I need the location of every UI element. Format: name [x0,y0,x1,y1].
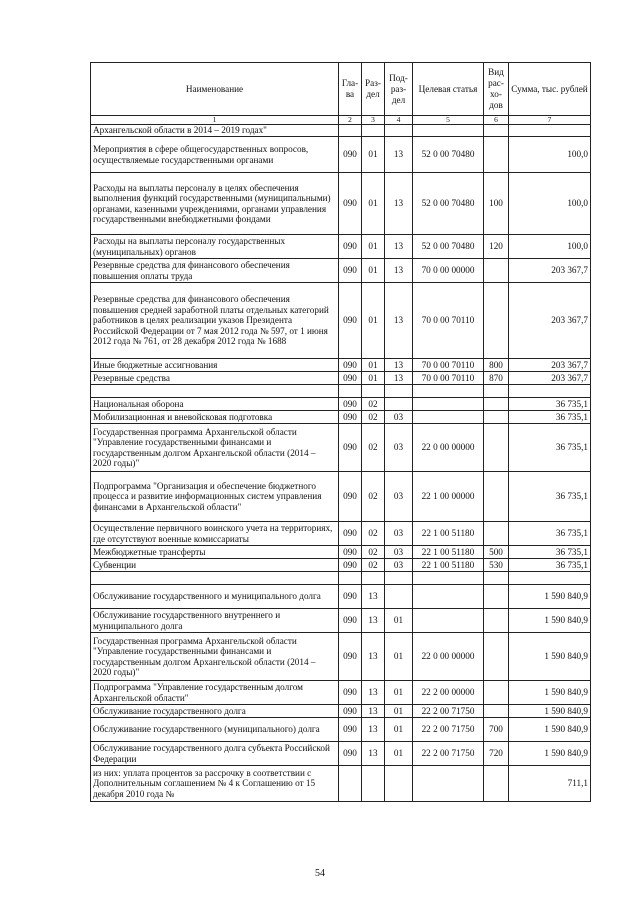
row-podrazdel: 13 [385,137,413,173]
row-razdel: 02 [362,559,385,572]
row-summa: 1 590 840,9 [509,742,591,766]
row-name: Мероприятия в сфере общегосударственных вопросов, осуществляемые государственными органами [91,137,339,173]
row-summa: 36 735,1 [509,472,591,522]
row-razdel [362,572,385,585]
row-vid [484,411,509,424]
row-glava: 090 [339,522,362,546]
row-glava: 090 [339,137,362,173]
row-podrazdel [385,398,413,411]
row-razdel: 13 [362,609,385,633]
row-podrazdel: 03 [385,546,413,559]
row-statya [413,125,484,137]
row-razdel: 13 [362,633,385,681]
column-number: 7 [509,116,591,125]
row-vid [484,633,509,681]
row-summa: 1 590 840,9 [509,609,591,633]
page-number: 54 [315,868,325,879]
row-razdel: 13 [362,681,385,705]
row-summa: 36 735,1 [509,546,591,559]
row-glava: 090 [339,472,362,522]
header-name: Наименование [91,63,339,116]
row-statya: 22 1 00 51180 [413,546,484,559]
row-summa [509,572,591,585]
row-summa [509,125,591,137]
row-podrazdel: 03 [385,472,413,522]
row-summa: 36 735,1 [509,411,591,424]
row-statya: 70 0 00 70110 [413,283,484,359]
row-glava: 090 [339,559,362,572]
row-glava: 090 [339,283,362,359]
row-name [91,385,339,398]
row-summa: 36 735,1 [509,424,591,472]
row-podrazdel [385,572,413,585]
row-vid [484,705,509,718]
row-glava: 090 [339,173,362,235]
row-statya: 70 0 00 00000 [413,259,484,283]
row-statya [413,385,484,398]
row-glava: 090 [339,681,362,705]
row-name: Обслуживание государственного долга субъекта Российской Федерации [91,742,339,766]
table-row [91,137,591,173]
table-row [91,609,591,633]
row-vid [484,125,509,137]
row-name: Государственная программа Архангельской области "Управление государственными финансами и государственным долгом Архангельской области (2014 – 2020 годы)" [91,424,339,472]
table-row [91,633,591,681]
table-row [91,546,591,559]
row-summa: 1 590 840,9 [509,585,591,609]
row-statya: 70 0 00 70110 [413,372,484,385]
row-summa: 1 590 840,9 [509,718,591,742]
header-glava: Гла-ва [339,63,362,116]
row-vid [484,766,509,802]
row-razdel: 02 [362,398,385,411]
row-razdel [362,766,385,802]
row-razdel: 13 [362,705,385,718]
row-statya: 22 1 00 00000 [413,472,484,522]
table-row [91,398,591,411]
header-vid: Вид рас-хо-дов [484,63,509,116]
header-row [91,63,591,116]
table-row [91,742,591,766]
row-glava [339,766,362,802]
row-vid [484,283,509,359]
column-number-row [91,116,591,125]
table-row [91,411,591,424]
row-razdel: 02 [362,411,385,424]
row-summa: 100,0 [509,235,591,259]
row-statya [413,609,484,633]
row-podrazdel: 01 [385,705,413,718]
row-podrazdel: 01 [385,633,413,681]
table-row [91,235,591,259]
row-podrazdel: 01 [385,718,413,742]
table-row [91,385,591,398]
row-statya: 22 1 00 51180 [413,559,484,572]
column-number: 1 [91,116,339,125]
header-statya: Целевая статья [413,63,484,116]
row-razdel: 01 [362,372,385,385]
row-vid [484,585,509,609]
row-razdel: 01 [362,173,385,235]
row-razdel: 02 [362,546,385,559]
table-row [91,559,591,572]
row-razdel: 01 [362,259,385,283]
row-podrazdel: 13 [385,235,413,259]
row-statya [413,411,484,424]
row-statya: 52 0 00 70480 [413,137,484,173]
row-vid: 500 [484,546,509,559]
row-glava: 090 [339,718,362,742]
row-glava: 090 [339,259,362,283]
row-summa: 711,1 [509,766,591,802]
row-summa: 203 367,7 [509,372,591,385]
row-vid [484,472,509,522]
table-row [91,522,591,546]
table-row [91,572,591,585]
row-name: Подпрограмма "Управление государственным долгом Архангельской области" [91,681,339,705]
row-razdel: 13 [362,718,385,742]
row-glava: 090 [339,742,362,766]
row-name: Государственная программа Архангельской области "Управление государственными финансами и государственным долгом Архангельской области (2014 – 2020 годы)" [91,633,339,681]
row-statya: 52 0 00 70480 [413,173,484,235]
row-name: Обслуживание государственного внутреннего и муниципального долга [91,609,339,633]
row-podrazdel [385,766,413,802]
row-statya: 22 1 00 51180 [413,522,484,546]
row-summa: 203 367,7 [509,259,591,283]
row-name: Резервные средства для финансового обеспечения повышения оплаты труда [91,259,339,283]
table-row [91,766,591,802]
row-vid [484,681,509,705]
row-name: Мобилизационная и вневойсковая подготовка [91,411,339,424]
row-summa: 1 590 840,9 [509,705,591,718]
row-glava: 090 [339,359,362,372]
row-summa: 203 367,7 [509,359,591,372]
row-podrazdel: 13 [385,283,413,359]
header-razdel: Раз-дел [362,63,385,116]
table-row [91,283,591,359]
row-razdel: 02 [362,472,385,522]
row-vid [484,522,509,546]
column-number: 5 [413,116,484,125]
row-glava: 090 [339,585,362,609]
row-name: Иные бюджетные ассигнования [91,359,339,372]
row-vid: 700 [484,718,509,742]
row-razdel: 02 [362,522,385,546]
table-row [91,359,591,372]
row-podrazdel: 13 [385,372,413,385]
row-name: Осуществление первичного воинского учета на территориях, где отсутствуют военные комиссариаты [91,522,339,546]
row-name: Межбюджетные трансферты [91,546,339,559]
row-podrazdel [385,385,413,398]
row-summa: 1 590 840,9 [509,681,591,705]
row-name [91,572,339,585]
row-glava: 090 [339,372,362,385]
row-vid: 870 [484,372,509,385]
row-glava: 090 [339,411,362,424]
row-summa [509,385,591,398]
row-vid [484,424,509,472]
row-glava: 090 [339,705,362,718]
table-row [91,259,591,283]
row-podrazdel: 03 [385,522,413,546]
column-number: 6 [484,116,509,125]
header-summa: Сумма, тыс. рублей [509,63,591,116]
row-razdel: 01 [362,235,385,259]
row-statya: 22 2 00 71750 [413,718,484,742]
row-podrazdel: 01 [385,609,413,633]
row-razdel: 13 [362,742,385,766]
header-podrazdel: Под-раз-дел [385,63,413,116]
row-statya [413,398,484,411]
table-row [91,585,591,609]
row-glava [339,572,362,585]
row-name: Подпрограмма "Организация и обеспечение бюджетного процесса и развитие информационных систем управления финансами в Архангельской области" [91,472,339,522]
row-razdel: 01 [362,359,385,372]
row-podrazdel [385,585,413,609]
row-podrazdel: 03 [385,559,413,572]
row-vid [484,609,509,633]
row-summa: 36 735,1 [509,522,591,546]
row-name: из них: уплата процентов за рассрочку в соответствии с Дополнительным соглашением № 4 к Соглашению от 15 декабря 2010 года № [91,766,339,802]
table-row [91,705,591,718]
table-row [91,681,591,705]
row-razdel: 01 [362,283,385,359]
table-body [91,125,591,802]
row-glava: 090 [339,633,362,681]
row-razdel: 01 [362,137,385,173]
row-glava [339,125,362,137]
row-name: Обслуживание государственного (муниципального) долга [91,718,339,742]
row-glava: 090 [339,424,362,472]
row-statya: 22 0 00 00000 [413,424,484,472]
row-name: Архангельской области в 2014 – 2019 годах" [91,125,339,137]
row-statya: 52 0 00 70480 [413,235,484,259]
row-name: Обслуживание государственного и муниципального долга [91,585,339,609]
row-glava: 090 [339,398,362,411]
row-statya [413,766,484,802]
column-number: 2 [339,116,362,125]
budget-table [90,62,591,802]
table-row [91,718,591,742]
row-summa: 203 367,7 [509,283,591,359]
table-row [91,424,591,472]
row-statya [413,572,484,585]
row-summa: 1 590 840,9 [509,633,591,681]
row-vid: 120 [484,235,509,259]
row-statya: 22 2 00 00000 [413,681,484,705]
row-name: Национальная оборона [91,398,339,411]
row-name: Расходы на выплаты персоналу в целях обеспечения выполнения функций государственными (муниципальными) органами, казенными учреждениями, органами управления государственными внебюджетными фондами [91,173,339,235]
row-glava: 090 [339,235,362,259]
row-statya [413,585,484,609]
row-razdel: 02 [362,424,385,472]
row-vid [484,398,509,411]
row-statya: 22 2 00 71750 [413,742,484,766]
row-statya: 70 0 00 70110 [413,359,484,372]
row-name: Резервные средства для финансового обеспечения повышения средней заработной платы отдельных категорий работников в целях реализации указов Президента Российской Федерации от 7 мая 2012 года № 597, от 1 июня 2012 года № 761, от 28 декабря 2012 года № 1688 [91,283,339,359]
row-name: Расходы на выплаты персоналу государственных (муниципальных) органов [91,235,339,259]
row-summa: 100,0 [509,137,591,173]
row-vid [484,385,509,398]
row-vid: 800 [484,359,509,372]
row-vid [484,572,509,585]
row-vid: 100 [484,173,509,235]
row-vid: 720 [484,742,509,766]
row-name: Резервные средства [91,372,339,385]
row-statya: 22 0 00 00000 [413,633,484,681]
row-podrazdel: 03 [385,411,413,424]
row-podrazdel [385,125,413,137]
table-row [91,372,591,385]
row-podrazdel: 03 [385,424,413,472]
row-glava: 090 [339,546,362,559]
table-row [91,125,591,137]
table-row [91,472,591,522]
row-podrazdel: 13 [385,259,413,283]
column-number: 3 [362,116,385,125]
row-glava: 090 [339,609,362,633]
row-podrazdel: 13 [385,173,413,235]
row-summa: 36 735,1 [509,398,591,411]
row-glava [339,385,362,398]
row-summa: 100,0 [509,173,591,235]
column-number: 4 [385,116,413,125]
row-vid: 530 [484,559,509,572]
row-name: Субвенции [91,559,339,572]
row-name: Обслуживание государственного долга [91,705,339,718]
row-razdel [362,125,385,137]
row-podrazdel: 01 [385,681,413,705]
row-vid [484,137,509,173]
row-vid [484,259,509,283]
row-podrazdel: 01 [385,742,413,766]
row-summa: 36 735,1 [509,559,591,572]
row-statya: 22 2 00 71750 [413,705,484,718]
row-podrazdel: 13 [385,359,413,372]
row-razdel: 13 [362,585,385,609]
table-row [91,173,591,235]
row-razdel [362,385,385,398]
